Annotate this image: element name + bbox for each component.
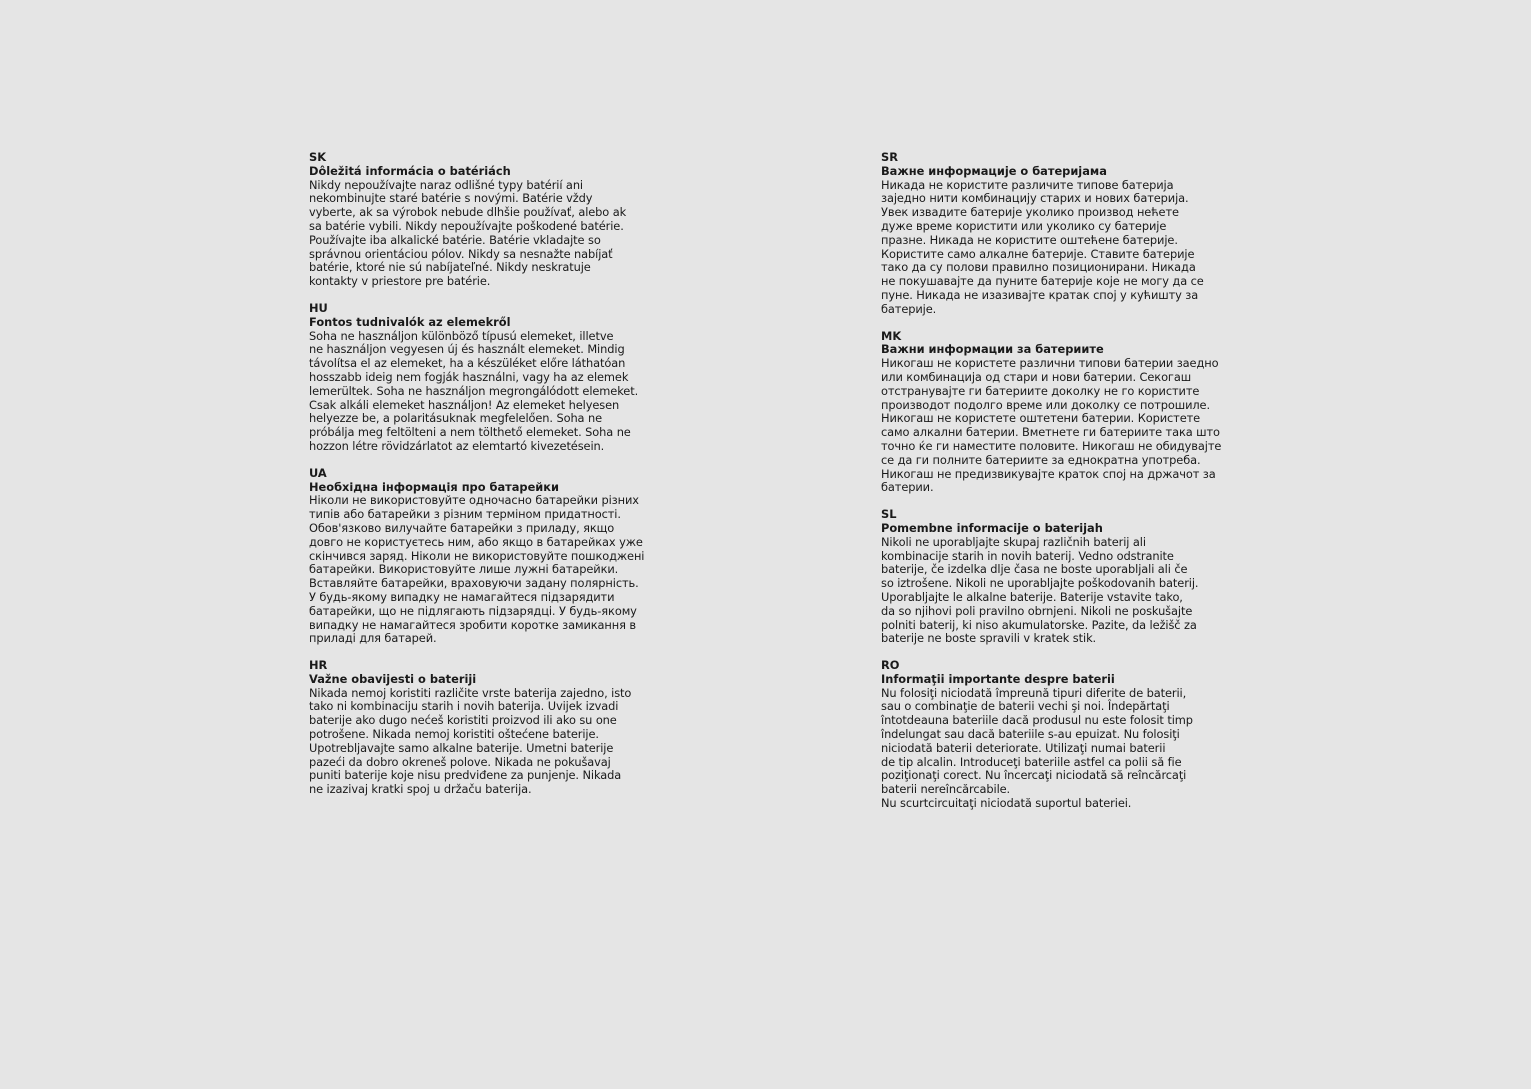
body-text-line: батарейки. Використовуйте лише лужні батарейки. — [309, 562, 619, 577]
body-text-line: Nikada nemoj koristiti različite vrste baterija zajedno, isto — [309, 685, 632, 700]
body-text-line: ne izazivaj kratki spoj u držaču baterija. — [309, 782, 532, 797]
body-text-line: puniti baterije koje nisu predviđene za punjenje. Nikada — [309, 768, 622, 783]
section-title: Важне информације о батеријама — [881, 163, 1107, 178]
body-text-line: Používajte iba alkalické batérie. Batérie vkladajte so — [309, 232, 601, 247]
body-text-line: Обов'язково вилучайте батарейки з приладу, якщо — [309, 520, 615, 535]
language-code: UA — [309, 465, 327, 480]
body-text-line: Увек извадите батерије уколико производ нећете — [881, 205, 1179, 220]
body-text-line: или комбинација од стари и нови батерии. Секогаш — [881, 369, 1192, 384]
body-text-line: скінчився заряд. Ніколи не використовуйте пошкоджені — [309, 548, 645, 563]
body-text-line: niciodată baterii deteriorate. Utilizaţi numai baterii — [881, 740, 1166, 755]
body-text-line: Upotrebljavajte samo alkalne baterije. Umetni baterije — [309, 740, 614, 755]
body-text-line: Csak alkáli elemeket használjon! Az elemeket helyesen — [309, 397, 620, 412]
language-section-hr — [309, 659, 659, 797]
body-text-line: се да ги полните батериите за еднократна употреба. — [881, 452, 1201, 467]
body-text-line: батерије. — [881, 301, 937, 316]
section-title: Необхідна інформація про батарейки — [309, 479, 560, 494]
body-text-line: Nu folosiţi niciodată împreună tipuri diferite de baterii, — [881, 685, 1187, 700]
body-text-line: távolítsa el az elemeket, ha a készüléket előre láthatóan — [309, 356, 626, 371]
language-code: RO — [881, 658, 900, 673]
body-text-line: Nikdy nepoužívajte naraz odlišné typy batérií ani — [309, 177, 583, 192]
body-text-line: hozzon létre rövidzárlatot az elemtartó kivezetésein. — [309, 438, 605, 453]
body-text-line: Nu scurtcircuitaţi niciodată suportul bateriei. — [881, 796, 1132, 811]
body-text-line: Soha ne használjon különböző típusú elemeket, illetve — [309, 328, 614, 343]
body-text-line: nekombinujte staré batérie s novými. Batérie vždy — [309, 191, 593, 206]
body-text-line: de tip alcalin. Introduceţi bateriile astfel ca polii să fie — [881, 754, 1182, 769]
section-title: Pomembne informacije o baterijah — [881, 520, 1103, 535]
body-text-line: baterii nereîncărcabile. — [881, 782, 1011, 797]
body-text-line: Вставляйте батарейки, враховуючи задану полярність. — [309, 576, 639, 591]
body-text-line: vyberte, ak sa výrobok nebude dlhšie používať, alebo ak — [309, 205, 627, 220]
body-text-line: polniti baterij, ki niso akumulatorske. Pazite, da ležišč za — [881, 617, 1197, 632]
body-text-line: У будь-якому випадку не намагайтеся підзарядити — [309, 589, 615, 604]
body-text-line: hosszabb ideig nem fogják használni, vagy ha az elemek — [309, 369, 629, 384]
language-code: HR — [309, 658, 328, 673]
body-text-line: батерии. — [881, 480, 934, 495]
body-text-line: sau o combinaţie de baterii vechi şi noi. Îndepărtaţi — [881, 699, 1170, 714]
language-section-sl — [881, 508, 1231, 646]
body-text-line: довго не користуєтесь ним, або якщо в батарейках уже — [309, 534, 643, 549]
body-text-line: întotdeauna bateriile dacă produsul nu este folosit timp — [881, 713, 1193, 728]
section-title: Fontos tudnivalók az elemekről — [309, 314, 511, 329]
body-text-line: baterije ako dugo nećeš koristiti proizvod ili ako su one — [309, 713, 617, 728]
section-title: Važne obavijesti o bateriji — [309, 671, 477, 686]
language-section-ro — [881, 659, 1231, 811]
body-text-line: производот подолго време или доколку се потрошиле. — [881, 397, 1210, 412]
body-text-line: Ніколи не використовуйте одночасно батарейки різних — [309, 493, 639, 508]
body-text-line: îndelungat sau dacă bateriile s-au epuizat. Nu folosiţi — [881, 727, 1180, 742]
body-text-line: не покушавајте да пуните батерије које не могу да се — [881, 274, 1204, 289]
body-text-line: само алкални батерии. Вметнете ги батериите така што — [881, 425, 1220, 440]
language-code: MK — [881, 328, 902, 343]
body-text-line: helyezze be, a polaritásuknak megfelelően. Soha ne — [309, 411, 602, 426]
body-text-line: pazeći da dobro okreneš polove. Nikada ne pokušavaj — [309, 754, 611, 769]
body-text-line: Никогаш не користете различни типови батерии заедно — [881, 356, 1219, 371]
body-text-line: so iztrošene. Nikoli ne uporabljajte poškodovanih baterij. — [881, 576, 1199, 591]
body-text-line: батарейки, що не підлягають підзарядці. У будь-якому — [309, 603, 637, 618]
language-section-ua — [309, 467, 659, 646]
body-text-line: poziţionaţi corect. Nu încercaţi niciodată să reîncărcaţi — [881, 768, 1187, 783]
body-text-line: kontakty v priestore pre batérie. — [309, 274, 491, 289]
language-section-hu — [309, 302, 659, 454]
body-text-line: baterije, če izdelka dlje časa ne boste uporabljali ali če — [881, 562, 1188, 577]
body-text-line: sa batérie vybili. Nikdy nepoužívajte poškodené batérie. — [309, 218, 624, 233]
body-text-line: Користите само алкалне батерије. Ставите батерије — [881, 246, 1195, 261]
body-text-line: tako ni kombinaciju starih i novih baterija. Uvijek izvadi — [309, 699, 619, 714]
body-text-line: lemerültek. Soha ne használjon megrongálódott elemeket. — [309, 383, 639, 398]
body-text-line: Никада не користите различите типове батерија — [881, 177, 1174, 192]
body-text-line: batérie, ktoré nie sú nabíjateľné. Nikdy neskratuje — [309, 260, 591, 275]
body-text-line: приладі для батарей. — [309, 631, 437, 646]
language-code: SR — [881, 150, 898, 164]
language-section-sk — [309, 151, 659, 289]
body-text-line: випадку не намагайтеся зробити коротке замикання в — [309, 617, 636, 632]
section-title: Dôležitá informácia o batériách — [309, 163, 511, 178]
body-text-line: Никогаш не предизвикувајте краток спој на држачот за — [881, 466, 1216, 481]
body-text-line: заједно нити комбинацију старих и нових батерија. — [881, 191, 1189, 206]
body-text-line: празне. Никада не користите оштећене батерије. — [881, 232, 1178, 247]
body-text-line: da so njihovi poli pravilno obrnjeni. Nikoli ne poskušajte — [881, 603, 1193, 618]
right-column — [881, 151, 1231, 824]
language-code: SK — [309, 150, 327, 164]
body-text-line: Никогаш не користете оштетени батерии. Користете — [881, 411, 1201, 426]
body-text-line: типів або батарейки з різним терміном придатності. — [309, 507, 621, 522]
language-section-sr — [881, 151, 1231, 317]
body-text-line: kombinacije starih in novih baterij. Vedno odstranite — [881, 548, 1174, 563]
body-text-line: дуже време користити или уколико су батерије — [881, 218, 1167, 233]
section-title: Informaţii importante despre baterii — [881, 671, 1115, 686]
body-text-line: точно ќе ги наместите половите. Никогаш не обидувајте — [881, 438, 1222, 453]
body-text-line: отстранувајте ги батериите доколку не го користите — [881, 383, 1200, 398]
body-text-line: správnou orientáciou pólov. Nikdy sa nesnažte nabíjať — [309, 246, 613, 261]
left-column — [309, 151, 659, 810]
body-text-line: тако да су полови правилно позиционирани. Никада — [881, 260, 1196, 275]
body-text-line: Uporabljajte le alkalne baterije. Baterije vstavite tako, — [881, 589, 1183, 604]
language-section-mk — [881, 330, 1231, 496]
body-text-line: baterije ne boste spravili v kratek stik. — [881, 631, 1097, 646]
body-text-line: potrošene. Nikada nemoj koristiti oštećene baterije. — [309, 727, 599, 742]
body-text-line: ne használjon vegyesen új és használt elemeket. Mindig — [309, 342, 625, 357]
language-code: HU — [309, 300, 328, 315]
body-text-line: Nikoli ne uporabljajte skupaj različnih baterij ali — [881, 534, 1146, 549]
language-code: SL — [881, 507, 897, 522]
section-title: Важни информации за батериите — [881, 342, 1104, 357]
body-text-line: пуне. Никада не изазивајте кратак спој у кућишту за — [881, 287, 1199, 302]
body-text-line: próbálja meg feltölteni a nem tölthető elemeket. Soha ne — [309, 425, 631, 440]
